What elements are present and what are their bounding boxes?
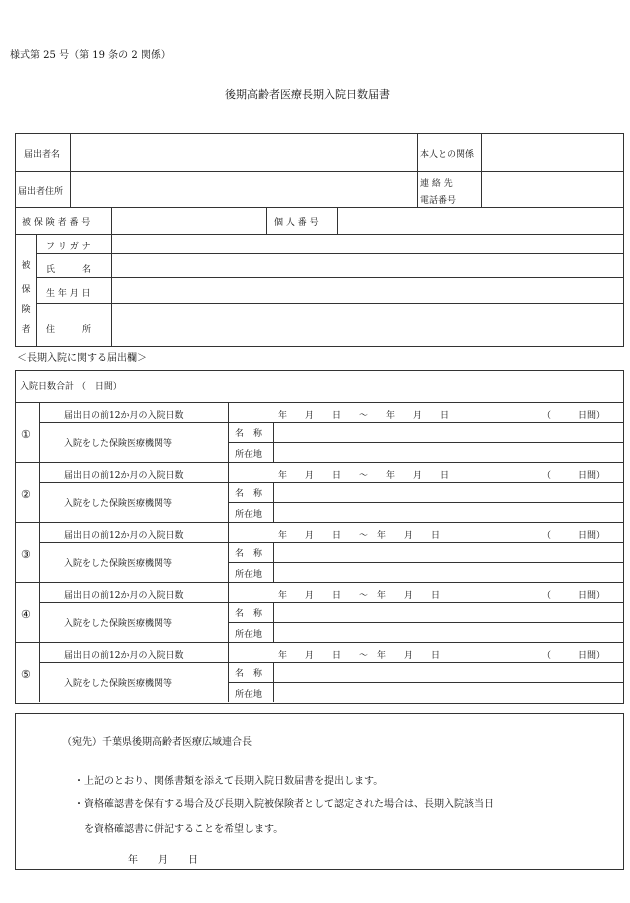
insured-address-label: 住 所 [46,325,92,335]
days-field[interactable]: （ 日間） [542,651,606,661]
period-label: 届出日の前12か月の入院日数 [64,411,184,421]
insured-vertical-label-4: 者 [21,325,31,335]
institution-location-field[interactable] [275,563,622,581]
institution-name-label: 名 称 [235,489,263,499]
days-field[interactable]: （ 日間） [542,591,606,601]
birth-date-label: 生 年 月 日 [46,289,91,299]
form-number: 様式第 25 号（第 19 条の 2 関係） [10,50,171,61]
page-title: 後期高齢者医療長期入院日数届書 [225,88,390,101]
personal-number-label: 個 人 番 号 [274,218,319,228]
days-field[interactable]: （ 日間） [542,531,606,541]
personal-number-field[interactable] [339,209,622,232]
row-number: ⑤ [21,668,31,681]
days-field[interactable]: （ 日間） [542,471,606,481]
relation-field[interactable] [483,135,622,169]
period-label: 届出日の前12か月の入院日数 [64,531,184,541]
period-label: 届出日の前12か月の入院日数 [64,651,184,661]
institution-label: 入院をした保険医療機関等 [64,439,173,449]
phone-label: 電話番号 [420,196,457,206]
notifier-address-field[interactable] [72,173,415,205]
institution-name-field[interactable] [275,543,622,561]
period-date-fields[interactable]: 年 月 日 ～ 年 月 日 [278,651,441,661]
insured-vertical-label-3: 険 [21,305,31,315]
declaration-line-2: ・資格確認書を保有する場合及び長期入院被保険者として認定された場合は、長期入院該当日 [74,799,494,810]
furigana-field[interactable] [113,236,622,252]
institution-label: 入院をした保険医療機関等 [64,559,173,569]
row-number: ③ [21,548,31,561]
insured-vertical-label-2: 保 [21,285,31,295]
period-date-fields[interactable]: 年 月 日 ～ 年 月 日 [278,411,450,421]
institution-location-label: 所在地 [235,690,263,700]
institution-location-field[interactable] [275,683,622,701]
insured-name-label: 氏 名 [46,265,92,275]
period-label: 届出日の前12か月の入院日数 [64,591,184,601]
notifier-name-field[interactable] [72,135,415,169]
period-date-fields[interactable]: 年 月 日 ～ 年 月 日 [278,531,441,541]
birth-date-field[interactable] [113,279,622,302]
row-number: ② [21,488,31,501]
row-number: ④ [21,608,31,621]
institution-label: 入院をした保険医療機関等 [64,679,173,689]
total-days-label: 入院日数合計 （ 日間） [20,382,122,392]
institution-name-label: 名 称 [235,669,263,679]
row-number: ① [21,428,31,441]
insured-number-field[interactable] [113,209,264,232]
insured-name-field[interactable] [113,255,622,276]
declaration-line-1: ・上記のとおり、関係書類を添えて長期入院日数届書を提出します。 [74,776,384,787]
institution-name-field[interactable] [275,483,622,501]
insured-number-label: 被 保 険 者 番 号 [22,218,91,228]
institution-location-field[interactable] [275,443,622,461]
insured-vertical-label-1: 被 [21,261,31,271]
institution-name-label: 名 称 [235,429,263,439]
institution-location-label: 所在地 [235,570,263,580]
institution-location-field[interactable] [275,503,622,521]
institution-label: 入院をした保険医療機関等 [64,499,173,509]
institution-location-field[interactable] [275,623,622,641]
period-date-fields[interactable]: 年 月 日 ～ 年 月 日 [278,591,441,601]
relation-label: 本人との関係 [420,150,475,160]
notifier-address-label: 届出者住所 [18,187,64,197]
institution-location-label: 所在地 [235,450,263,460]
institution-name-field[interactable] [275,423,622,441]
long-term-section-label: ＜長期入院に関する届出欄＞ [17,353,147,364]
days-field[interactable]: （ 日間） [542,411,606,421]
period-date-fields[interactable]: 年 月 日 ～ 年 月 日 [278,471,450,481]
insured-address-field[interactable] [113,305,622,345]
addressee: （宛先）千葉県後期高齢者医療広域連合長 [62,737,252,748]
phone-field[interactable] [483,173,622,205]
institution-name-label: 名 称 [235,609,263,619]
institution-name-field[interactable] [275,603,622,621]
period-label: 届出日の前12か月の入院日数 [64,471,184,481]
institution-label: 入院をした保険医療機関等 [64,619,173,629]
institution-name-label: 名 称 [235,549,263,559]
notifier-name-label: 届出者名 [24,150,61,160]
declaration-line-3: を資格確認書に併記することを希望します。 [84,824,284,835]
declaration-date[interactable]: 年 月 日 [128,855,198,866]
institution-location-label: 所在地 [235,510,263,520]
contact-label: 連 絡 先 [420,179,453,189]
furigana-label: フ リ ガ ナ [46,242,91,252]
institution-name-field[interactable] [275,663,622,681]
institution-location-label: 所在地 [235,630,263,640]
